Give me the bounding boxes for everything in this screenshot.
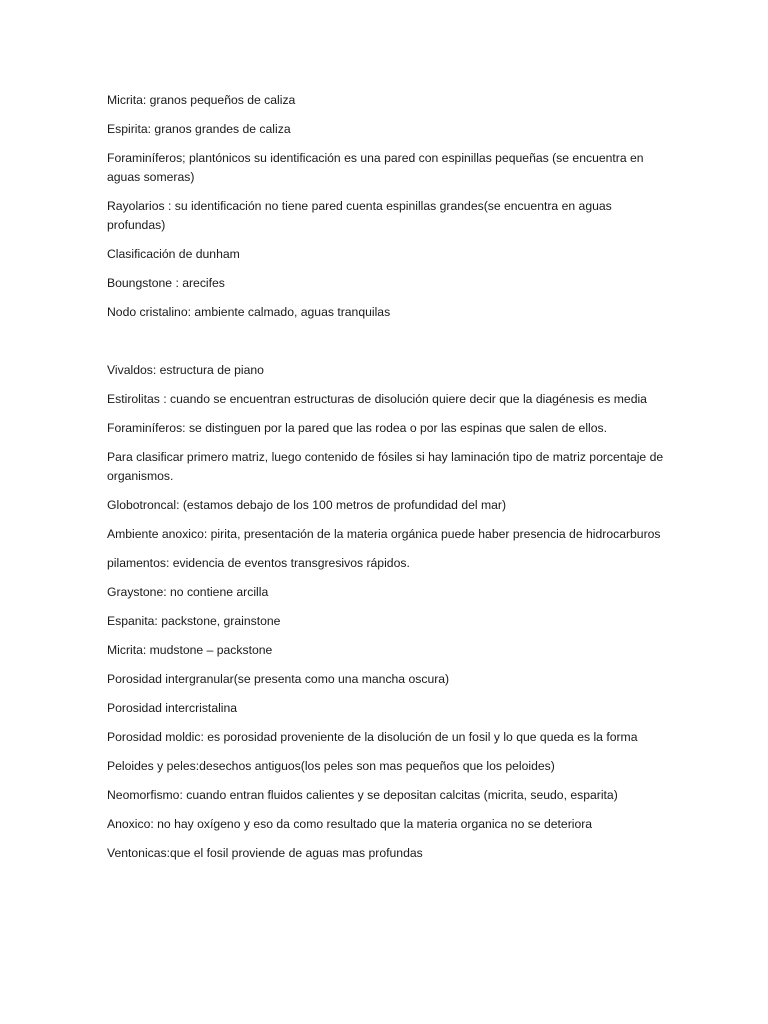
note-paragraph: Micrita: granos pequeños de caliza — [107, 93, 296, 107]
note-paragraph: Foraminíferos; plantónicos su identificación es una pared con espinillas pequeñas (se encuentra en aguas someras) — [107, 151, 644, 184]
note-paragraph: Neomorfismo: cuando entran fluidos calientes y se depositan calcitas (micrita, seudo, esparita) — [107, 788, 618, 802]
note-paragraph: Anoxico: no hay oxígeno y eso da como resultado que la materia organica no se deteriora — [107, 817, 593, 831]
note-paragraph: Micrita: mudstone – packstone — [107, 643, 273, 657]
note-paragraph: Clasificación de dunham — [107, 247, 240, 261]
document-body — [107, 91, 667, 873]
note-paragraph: Ventonicas:que el fosil proviende de aguas mas profundas — [107, 846, 423, 860]
note-paragraph: Porosidad moldic: es porosidad proveniente de la disolución de un fosil y lo que queda es la forma — [107, 730, 638, 744]
note-paragraph: Graystone: no contiene arcilla — [107, 585, 269, 599]
note-paragraph: Foraminíferos: se distinguen por la pared que las rodea o por las espinas que salen de ellos. — [107, 421, 607, 435]
note-paragraph: Boungstone : arecifes — [107, 276, 225, 290]
note-paragraph: Nodo cristalino: ambiente calmado, aguas tranquilas — [107, 305, 391, 319]
note-paragraph: Estirolitas : cuando se encuentran estructuras de disolución quiere decir que la diagénesis es media — [107, 392, 647, 406]
note-paragraph: Rayolarios : su identificación no tiene pared cuenta espinillas grandes(se encuentra en aguas profundas) — [107, 199, 612, 232]
note-paragraph: Porosidad intercristalina — [107, 701, 238, 715]
note-paragraph: Espirita: granos grandes de caliza — [107, 122, 291, 136]
note-paragraph: Ambiente anoxico: pirita, presentación de la materia orgánica puede haber presencia de hidrocarburos — [107, 527, 661, 541]
note-paragraph: Vivaldos: estructura de piano — [107, 363, 264, 377]
note-paragraph: Para clasificar primero matriz, luego contenido de fósiles si hay laminación tipo de matriz porcentaje de organismos. — [107, 450, 664, 483]
note-paragraph: Espanita: packstone, grainstone — [107, 614, 281, 628]
blank-line — [107, 332, 667, 361]
note-paragraph: Globotroncal: (estamos debajo de los 100 metros de profundidad del mar) — [107, 498, 507, 512]
note-paragraph: Peloides y peles:desechos antiguos(los peles son mas pequeños que los peloides) — [107, 759, 555, 773]
note-paragraph: Porosidad intergranular(se presenta como una mancha oscura) — [107, 672, 450, 686]
note-paragraph: pilamentos: evidencia de eventos transgresivos rápidos. — [107, 556, 410, 570]
